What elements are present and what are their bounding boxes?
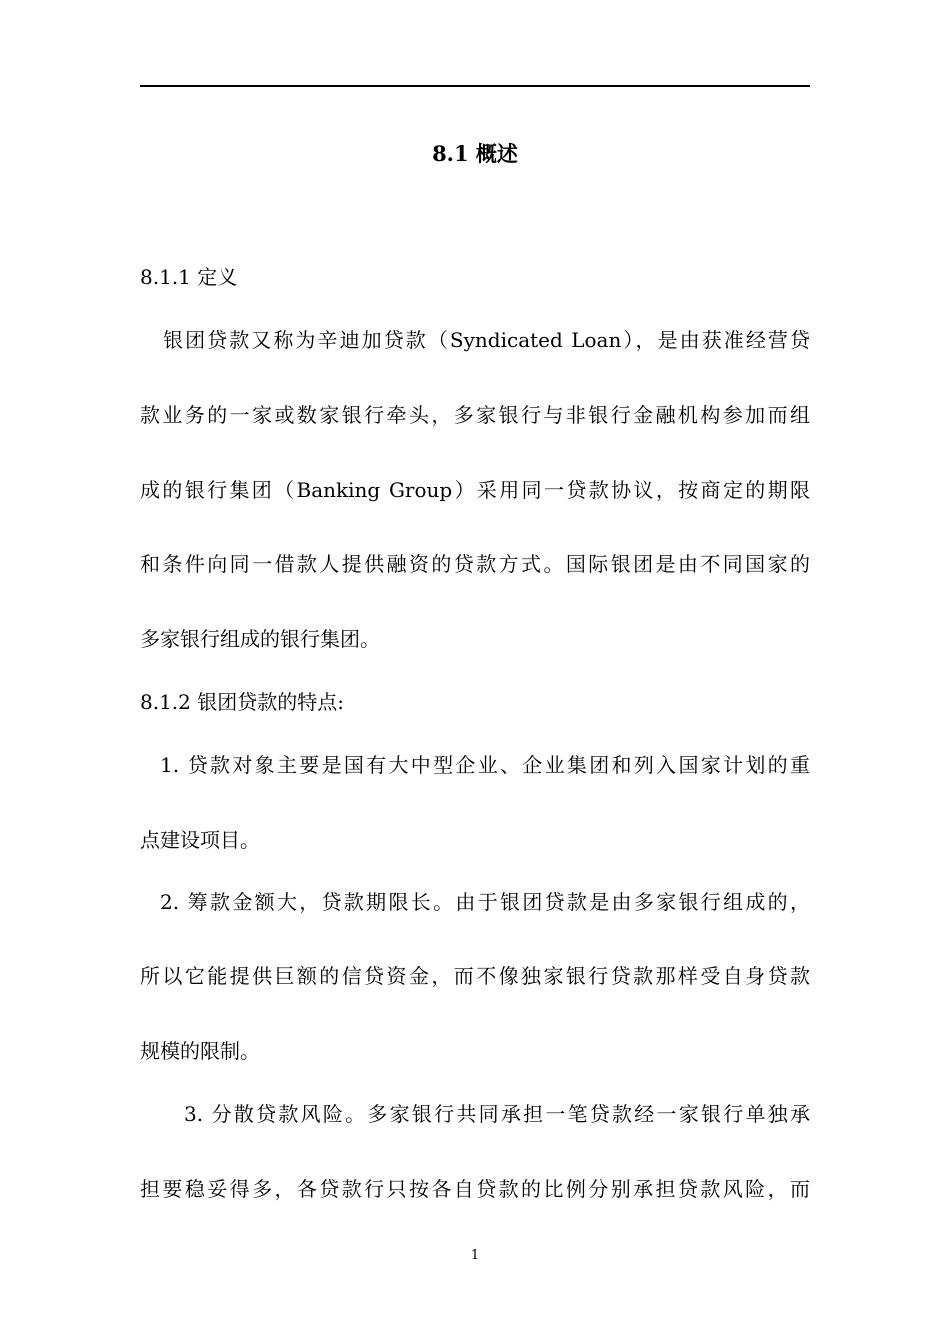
list-item-line: 担要稳妥得多，各贷款行只按各自贷款的比例分别承担贷款风险，而 <box>140 1177 810 1201</box>
list-item-line: 所以它能提供巨额的信贷资金，而不像独家银行贷款那样受自身贷款 <box>140 964 810 988</box>
list-item-line: 点建设项目。 <box>140 828 260 852</box>
list-item-line: 1. 贷款对象主要是国有大中型企业、企业集团和列入国家计划的重 <box>160 753 810 777</box>
list-item-line: 3. 分散贷款风险。多家银行共同承担一笔贷款经一家银行单独承 <box>184 1102 810 1126</box>
header-rule <box>140 85 810 87</box>
page-number: 1 <box>470 1248 480 1263</box>
section-heading-definition: 8.1.1 定义 <box>140 265 238 289</box>
list-item-line: 规模的限制。 <box>140 1039 260 1063</box>
paragraph-line: 款业务的一家或数家银行牵头，多家银行与非银行金融机构参加而组 <box>140 403 810 427</box>
list-item-line: 2. 筹款金额大，贷款期限长。由于银团贷款是由多家银行组成的， <box>160 890 810 914</box>
paragraph-line: 银团贷款又称为辛迪加贷款（Syndicated Loan），是由获准经营贷 <box>163 328 810 352</box>
paragraph-line: 成的银行集团（Banking Group）采用同一贷款协议，按商定的期限 <box>140 478 810 502</box>
page-title: 8.1 概述 <box>432 141 518 166</box>
paragraph-line: 多家银行组成的银行集团。 <box>140 627 380 651</box>
paragraph-line: 和条件向同一借款人提供融资的贷款方式。国际银团是由不同国家的 <box>140 552 810 576</box>
section-heading-features: 8.1.2 银团贷款的特点: <box>140 690 344 714</box>
